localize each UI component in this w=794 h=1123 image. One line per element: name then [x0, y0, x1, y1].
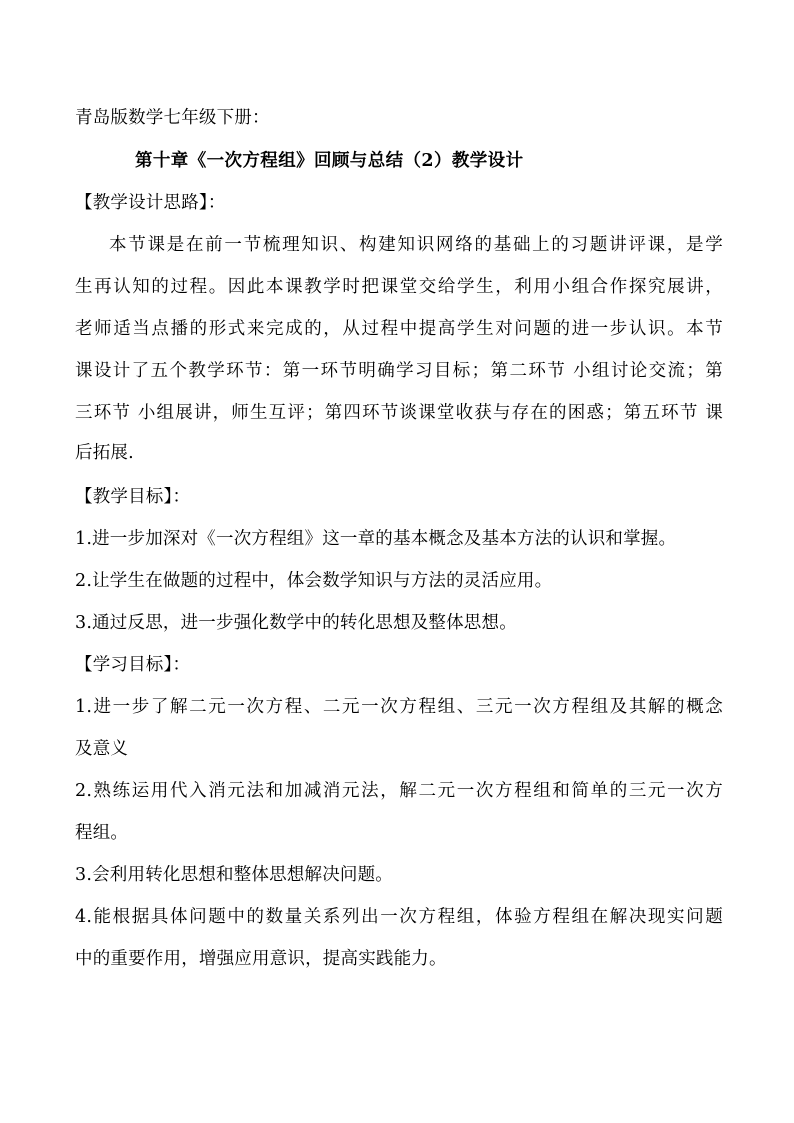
- design-idea-line: 后拓展.: [75, 443, 134, 463]
- learning-goal-line: 2.熟练运用代入消元法和加减消元法，解二元一次方程组和简单的三元一次方: [75, 781, 723, 801]
- learning-goal-line: 3.会利用转化思想和整体思想解决问题。: [75, 865, 393, 885]
- design-idea-line: 课设计了五个教学环节：第一环节明确学习目标；第二环节 小组讨论交流；第: [75, 361, 723, 381]
- learning-goal-line: 中的重要作用，增强应用意识，提高实践能力。: [75, 949, 447, 969]
- teaching-goal-item: 2.让学生在做题的过程中，体会数学知识与方法的灵活应用。: [75, 571, 553, 591]
- learning-goal-line: 程组。: [75, 823, 129, 843]
- book-label: 青岛版数学七年级下册：: [75, 108, 270, 128]
- learning-goals-heading: 【学习目标】：: [75, 655, 191, 675]
- design-idea-line: 老师适当点播的形式来完成的，从过程中提高学生对问题的进一步认识。本节: [75, 319, 723, 339]
- learning-goal-line: 1.进一步了解二元一次方程、二元一次方程组、三元一次方程组及其解的概念: [75, 697, 723, 717]
- teaching-goal-item: 1.进一步加深对《一次方程组》这一章的基本概念及基本方法的认识和掌握。: [75, 529, 677, 549]
- teaching-goals-heading: 【教学目标】：: [75, 487, 191, 507]
- design-idea-line: 生再认知的过程。因此本课教学时把课堂交给学生，利用小组合作探究展讲，: [75, 277, 723, 297]
- design-idea-line: 三环节 小组展讲，师生互评；第四环节谈课堂收获与存在的困惑；第五环节 课: [75, 403, 723, 423]
- design-idea-heading: 【教学设计思路】：: [75, 193, 226, 213]
- learning-goal-line: 及意义: [75, 739, 129, 759]
- teaching-goal-item: 3.通过反思，进一步强化数学中的转化思想及整体思想。: [75, 613, 517, 633]
- document-title: 第十章《一次方程组》回顾与总结（2）教学设计: [135, 151, 524, 171]
- design-idea-line: 本节课是在前一节梳理知识、构建知识网络的基础上的习题讲评课，是学: [109, 235, 723, 255]
- learning-goal-line: 4.能根据具体问题中的数量关系列出一次方程组，体验方程组在解决现实问题: [75, 907, 723, 927]
